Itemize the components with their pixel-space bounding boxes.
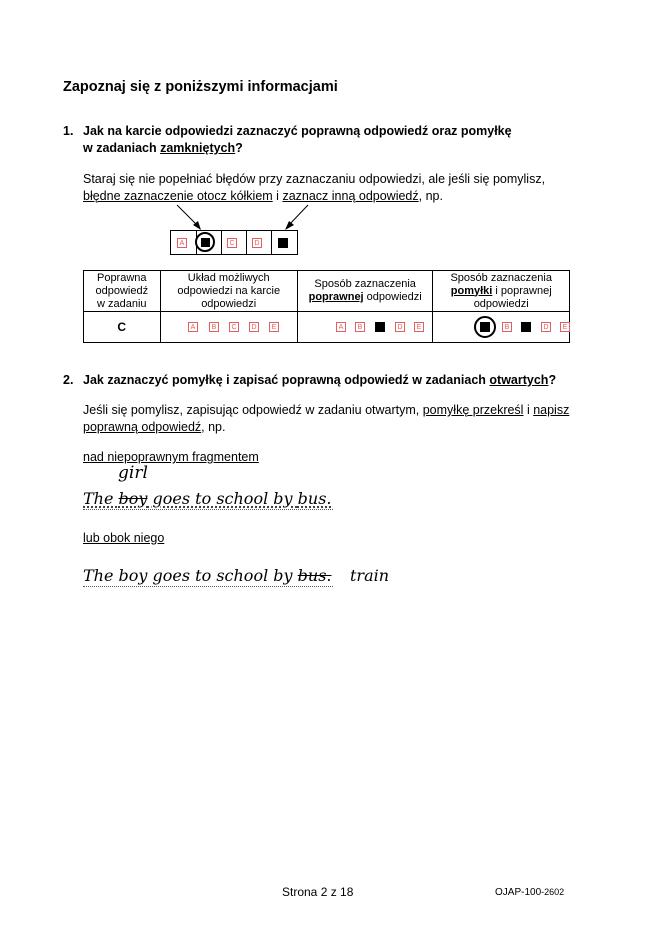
q1-title-line1: Jak na karcie odpowiedzi zaznaczyć poprawną odpowiedź oraz pomyłkę [83,124,512,138]
q1-paragraph-line1: Staraj się nie popełniać błędów przy zaznaczaniu odpowiedzi, ale jeśli się pomylisz, [83,172,546,186]
mistake-box-e: E [560,322,570,332]
correct-box-d: D [395,322,405,332]
exam-code: OJAP-100-2602 [495,887,565,898]
q2-paragraph [83,402,569,435]
q1-paragraph-line2: błędne zaznaczenie otocz kółkiem i zaznacz inną odpowiedź, np. [83,188,443,203]
correct-box-b: B [355,322,365,332]
example-arrows [170,203,320,233]
page-number: Strona 2 z 18 [282,885,354,899]
q2-title: Jak zaznaczyć pomyłkę i zapisać poprawną odpowiedź w zadaniach otwartych? [83,373,557,387]
q2-paragraph-line2: poprawną odpowiedź, np. [83,419,226,434]
table-header-correct: Poprawna odpowiedź w zadaniu [84,271,161,312]
handwriting-line-2 [83,586,333,587]
layout-box-a: A [188,322,198,332]
table-correct-cell [297,312,433,343]
example-box-a: A [177,238,187,248]
q2-paragraph-line1: Jeśli się pomylisz, zapisując odpowiedź w zadaniu otwartym, pomyłkę przekreśl i napisz [83,403,570,417]
example-filled-b [201,238,210,247]
mistake-filled-a [480,322,490,332]
handwriting-line-1 [83,509,333,510]
marking-table [83,270,570,343]
layout-box-e: E [269,322,279,332]
correct-box-e: E [414,322,424,332]
mistake-box-b: B [502,322,512,332]
table-header-mistake-mark: Sposób zaznaczenia pomyłki i poprawnej odpowiedzi [433,271,570,312]
example-filled-e [278,238,288,248]
q1-number: 1. [63,124,74,138]
mistake-box-d: D [541,322,551,332]
handwritten-correction-girl: girl [118,463,148,483]
example-box-c: C [227,238,237,248]
handwritten-sentence-1: The boy goes to school by bus. [83,489,332,508]
layout-box-b: B [209,322,219,332]
example-box-d: D [252,238,262,248]
q1-title-line2: w zadaniach zamkniętych? [83,141,243,155]
handwritten-correction-train: train [350,566,390,585]
page-heading: Zapoznaj się z poniższymi informacjami [63,79,338,95]
table-answer-cell: C [84,312,161,343]
table-header-layout: Układ możliwych odpowiedzi na karcie odpowiedzi [160,271,297,312]
q1-paragraph [83,171,545,204]
mistake-filled-c [521,322,531,332]
correct-filled-c [375,322,385,332]
q2-number: 2. [63,373,74,387]
example-label-above: nad niepoprawnym fragmentem [83,450,259,464]
layout-box-c: C [229,322,239,332]
handwritten-sentence-2: The boy goes to school by bus. [83,566,332,585]
example-label-beside: lub obok niego [83,531,165,545]
table-header-correct-mark: Sposób zaznaczenia poprawnej odpowiedzi [297,271,433,312]
layout-box-d: D [249,322,259,332]
q1-title [83,123,512,157]
correct-box-a: A [336,322,346,332]
